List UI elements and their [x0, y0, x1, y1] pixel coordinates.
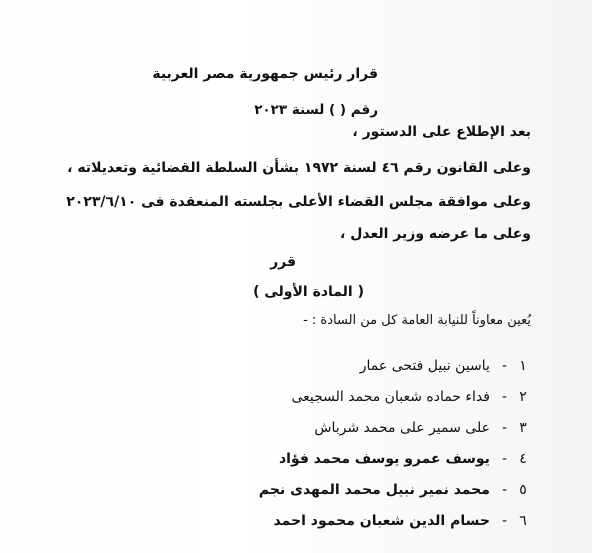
decided-heading: قرر — [270, 254, 296, 270]
appointee-name: فداء حماده شعبان محمد السجيعى — [291, 388, 490, 405]
item-number: ١ — [519, 357, 527, 374]
list-item — [259, 443, 529, 474]
item-dash: - — [501, 481, 507, 498]
item-number: ٤ — [519, 450, 527, 467]
appointee-name: حسام الدين شعبان محمود احمد — [273, 512, 490, 529]
decree-number: رقم ( ) لسنة ٢٠٢٣ — [254, 102, 378, 118]
item-number: ٢ — [519, 388, 527, 405]
list-item — [259, 412, 529, 443]
list-item — [259, 381, 529, 412]
list-item — [259, 474, 529, 505]
preamble-line-4: وعلى ما عرضه وزير العدل ، — [340, 226, 531, 242]
item-dash: - — [501, 450, 507, 467]
preamble-line-3: وعلى موافقة مجلس القضاء الأعلى بجلسته المنعقدة فى ٢٠٢٣/٦/١٠ — [66, 194, 531, 210]
appointee-name: يوسف عمرو يوسف محمد فؤاد — [278, 450, 490, 467]
appointment-statement: يُعين معاوناً للنيابة العامة كل من السادة : - — [303, 313, 531, 328]
appointee-name: على سمير على محمد شرباش — [314, 419, 490, 436]
decree-title: قرار رئيس جمهورية مصر العربية — [152, 66, 378, 82]
item-dash: - — [501, 512, 507, 529]
list-item — [259, 350, 529, 381]
list-item — [259, 505, 529, 536]
preamble-line-2: وعلى القانون رقم ٤٦ لسنة ١٩٧٢ بشأن السلطة القضائية وتعديلاته ، — [67, 160, 531, 176]
item-number: ٥ — [519, 481, 527, 498]
appointee-name: محمد نمير نبيل محمد المهدى نجم — [258, 481, 490, 498]
item-dash: - — [501, 388, 507, 405]
item-number: ٦ — [519, 512, 527, 529]
article-heading: ( المادة الأولى ) — [253, 284, 364, 300]
item-dash: - — [501, 357, 507, 374]
appointees-list — [259, 350, 529, 536]
appointee-name: ياسين نبيل فتحى عمار — [359, 357, 490, 374]
item-dash: - — [501, 419, 507, 436]
item-number: ٣ — [519, 419, 527, 436]
preamble-line-1: بعد الإطلاع على الدستور ، — [352, 124, 531, 140]
